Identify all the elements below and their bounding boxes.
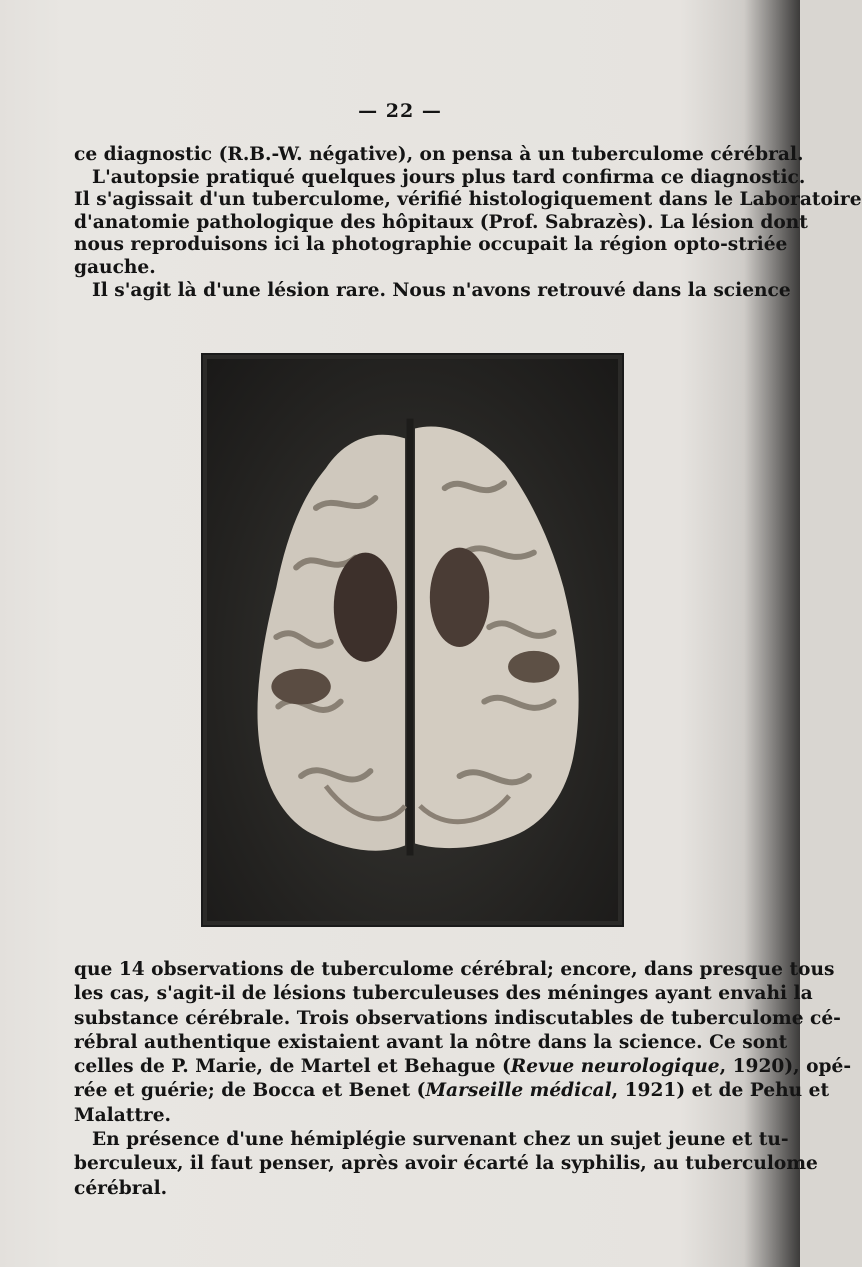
text-line: nous reproduisons ici la photographie occupait la région opto-striée xyxy=(74,234,788,256)
brain-illustration-icon xyxy=(207,359,618,921)
text-line: les cas, s'agit-il de lésions tuberculeuses des méninges ayant envahi la xyxy=(74,983,813,1005)
text-span: , 1920), opé- xyxy=(719,1056,852,1078)
text-line: Malattre. xyxy=(74,1104,172,1126)
text-line: berculeux, il faut penser, après avoir écarté la syphilis, au tuberculome xyxy=(74,1153,818,1175)
text-line: substance cérébrale. Trois observations indiscutables de tuberculome cé- xyxy=(74,1007,841,1029)
text-line: rébral authentique existaient avant la nôtre dans la science. Ce sont xyxy=(74,1031,788,1053)
text-line: L'autopsie pratiqué quelques jours plus tard confirma ce diagnostic. xyxy=(92,166,806,188)
text-line: gauche. xyxy=(74,256,156,278)
text-span: , 1921) et de Pehu et xyxy=(611,1080,830,1102)
text-line: cérébral. xyxy=(74,1177,168,1199)
text-line: Il s'agit là d'une lésion rare. Nous n'avons retrouvé dans la science xyxy=(92,279,791,301)
brain-section-figure xyxy=(201,353,624,927)
text-line: que 14 observations de tuberculome cérébral; encore, dans presque tous xyxy=(74,959,835,980)
paragraph-top xyxy=(74,144,862,302)
page-number: — 22 — xyxy=(358,100,442,122)
text-line: d'anatomie pathologique des hôpitaux (Prof. Sabrazès). La lésion dont xyxy=(74,211,808,233)
brain-photograph xyxy=(207,359,618,921)
paragraph-bottom xyxy=(74,958,852,1201)
text-line xyxy=(74,1055,852,1079)
text-line: ce diagnostic (R.B.-W. négative), on pensa à un tuberculome cérébral. xyxy=(74,144,804,165)
text-span: rée et guérie; de Bocca et Benet ( xyxy=(74,1080,426,1102)
journal-title: Marseille médical xyxy=(425,1080,612,1102)
text-line xyxy=(74,1079,830,1103)
text-line: En présence d'une hémiplégie survenant chez un sujet jeune et tu- xyxy=(92,1129,789,1151)
text-line: Il s'agissait d'un tuberculome, vérifié histologiquement dans le Laboratoire xyxy=(74,189,862,211)
text-span: celles de P. Marie, de Martel et Behague ( xyxy=(74,1056,511,1078)
journal-title: Revue neurologique xyxy=(510,1056,720,1078)
